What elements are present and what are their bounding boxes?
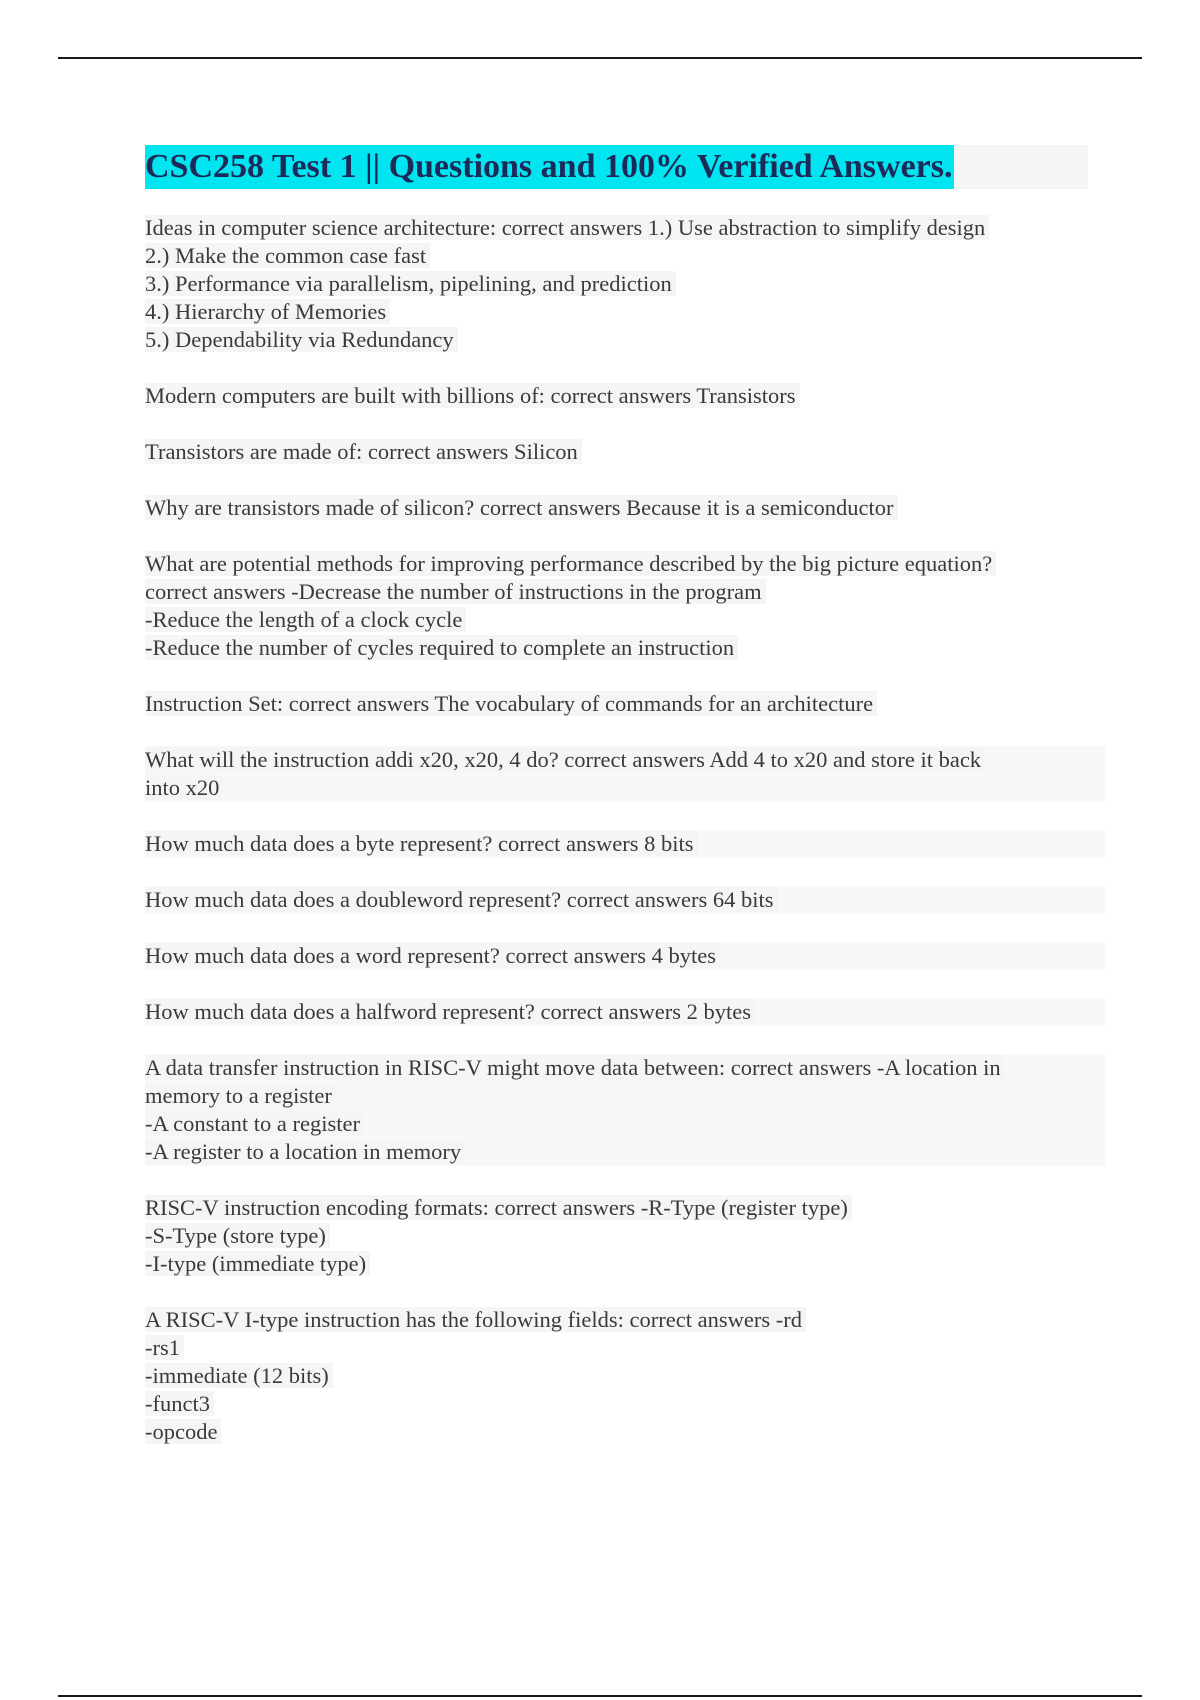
- title-bar: [145, 145, 1088, 189]
- qa-line: -Reduce the number of cycles required to complete an instruction: [145, 635, 738, 660]
- document-body: [145, 214, 1105, 1474]
- top-rule: [58, 57, 1142, 59]
- qa-line: -rs1: [145, 1335, 184, 1360]
- qa-entry: [145, 1054, 1105, 1166]
- qa-entry: [145, 830, 1105, 858]
- qa-entry: [145, 746, 1105, 802]
- qa-entry: [145, 942, 1105, 970]
- qa-line: How much data does a halfword represent? correct answers 2 bytes: [145, 999, 755, 1024]
- qa-entry: [145, 886, 1105, 914]
- qa-line: A RISC-V I-type instruction has the following fields: correct answers -rd: [145, 1307, 806, 1332]
- qa-entry: [145, 998, 1105, 1026]
- qa-line: -immediate (12 bits): [145, 1363, 333, 1388]
- qa-entry: [145, 382, 1105, 410]
- qa-line: -opcode: [145, 1419, 221, 1444]
- qa-line: -I-type (immediate type): [145, 1251, 370, 1276]
- qa-line: into x20: [145, 775, 223, 800]
- qa-line: memory to a register: [145, 1083, 336, 1108]
- qa-entry: [145, 550, 1105, 662]
- qa-line: Transistors are made of: correct answers Silicon: [145, 439, 582, 464]
- qa-line: 5.) Dependability via Redundancy: [145, 327, 458, 352]
- qa-entry: [145, 690, 1105, 718]
- qa-line: -Reduce the length of a clock cycle: [145, 607, 466, 632]
- qa-entry: [145, 1306, 1105, 1446]
- qa-entry: [145, 1194, 1105, 1278]
- document-title: CSC258 Test 1 || Questions and 100% Verified Answers.: [145, 145, 954, 189]
- qa-line: What will the instruction addi x20, x20, 4 do? correct answers Add 4 to x20 and store it back: [145, 747, 985, 772]
- qa-line: -S-Type (store type): [145, 1223, 330, 1248]
- qa-line: Ideas in computer science architecture: correct answers 1.) Use abstraction to simplify design: [145, 215, 989, 240]
- qa-entry: [145, 438, 1105, 466]
- qa-line: 2.) Make the common case fast: [145, 243, 430, 268]
- qa-line: How much data does a word represent? correct answers 4 bytes: [145, 943, 720, 968]
- qa-line: Modern computers are built with billions of: correct answers Transistors: [145, 383, 800, 408]
- qa-line: 3.) Performance via parallelism, pipelining, and prediction: [145, 271, 676, 296]
- qa-line: correct answers -Decrease the number of instructions in the program: [145, 579, 766, 604]
- qa-entry: [145, 214, 1105, 354]
- qa-line: A data transfer instruction in RISC-V might move data between: correct answers -A location in: [145, 1055, 1005, 1080]
- qa-line: -A register to a location in memory: [145, 1139, 465, 1164]
- qa-line: What are potential methods for improving performance described by the big picture equation?: [145, 551, 996, 576]
- qa-line: Instruction Set: correct answers The vocabulary of commands for an architecture: [145, 691, 877, 716]
- qa-line: How much data does a byte represent? correct answers 8 bits: [145, 831, 698, 856]
- qa-line: How much data does a doubleword represent? correct answers 64 bits: [145, 887, 778, 912]
- bottom-rule: [58, 1695, 1142, 1697]
- qa-entry: [145, 494, 1105, 522]
- qa-line: -A constant to a register: [145, 1111, 364, 1136]
- qa-line: -funct3: [145, 1391, 214, 1416]
- qa-line: 4.) Hierarchy of Memories: [145, 299, 390, 324]
- qa-line: RISC-V instruction encoding formats: correct answers -R-Type (register type): [145, 1195, 852, 1220]
- qa-line: Why are transistors made of silicon? correct answers Because it is a semiconductor: [145, 495, 898, 520]
